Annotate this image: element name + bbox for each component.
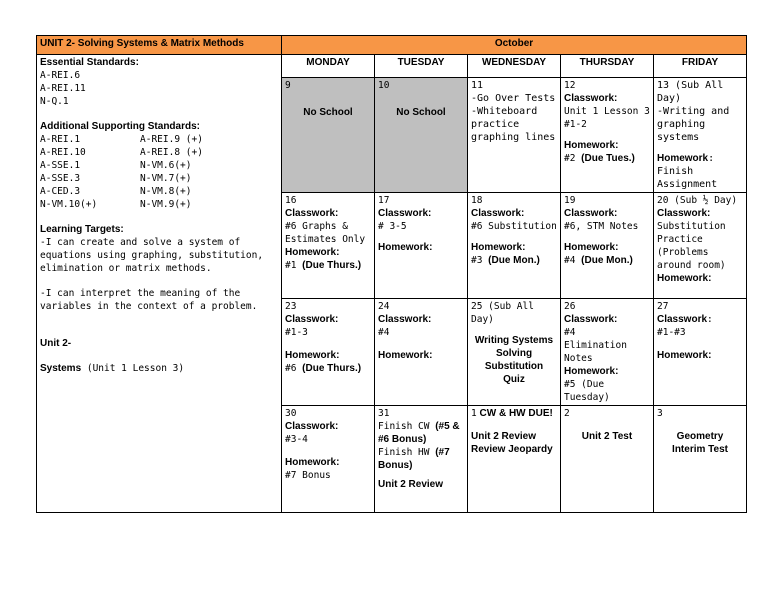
day-cell: 17 Classwork: # 3-5 Homework: (375, 193, 468, 299)
day-cell: 24 Classwork: #4 Homework: (375, 299, 468, 406)
day-cell: 26 Classwork: #4 Elimination Notes Homework: #5 (Due Tuesday) (561, 299, 654, 406)
standard-row: A-SSE.1 N-VM.6(+) (40, 160, 192, 171)
standard-row: A-CED.3 N-VM.8(+) (40, 186, 192, 197)
unit-title: UNIT 2- Solving Systems & Matrix Methods (37, 36, 282, 55)
unit-label: Unit 2- (40, 338, 72, 349)
additional-standards-title: Additional Supporting Standards: (40, 121, 200, 132)
standard-row: N-VM.10(+) N-VM.9(+) (40, 199, 192, 210)
day-header-friday: FRIDAY (654, 55, 747, 78)
day-cell: 20 (Sub ½ Day) Classwork: Substitution Practice (Problems around room) Homework: (654, 193, 747, 299)
standard-row: A-REI.10 A-REI.8 (+) (40, 147, 203, 158)
standard-row: A-SSE.3 N-VM.7(+) (40, 173, 192, 184)
day-cell: 12 Classwork: Unit 1 Lesson 3 #1-2 Homework: #2 (Due Tues.) (561, 78, 654, 193)
day-cell: 9 No School (282, 78, 375, 193)
day-cell: 23 Classwork: #1-3 Homework: #6 (Due Thurs.) (282, 299, 375, 406)
day-header-wednesday: WEDNESDAY (468, 55, 561, 78)
day-cell: 13 (Sub All Day) -Writing and graphing systems Homework: Finish Assignment (654, 78, 747, 193)
learning-targets-title: Learning Targets: (40, 224, 124, 235)
month-title: October (282, 36, 747, 55)
day-cell: 31 Finish CW (#5 & #6 Bonus) Finish HW (#7 Bonus) Unit 2 Review (375, 406, 468, 513)
learning-target: -I can interpret the meaning of the variables in the context of a problem. (40, 288, 258, 312)
day-header-tuesday: TUESDAY (375, 55, 468, 78)
day-cell: 19 Classwork: #6, STM Notes Homework: #4 (Due Mon.) (561, 193, 654, 299)
essential-standards-title: Essential Standards: (40, 57, 139, 68)
day-header-monday: MONDAY (282, 55, 375, 78)
essential-standard: N-Q.1 (40, 96, 69, 107)
day-cell: 2 Unit 2 Test (561, 406, 654, 513)
standard-row: A-REI.1 A-REI.9 (+) (40, 134, 203, 145)
day-cell: 18 Classwork: #6 Substitution Homework: #3 (Due Mon.) (468, 193, 561, 299)
day-cell: 25 (Sub All Day) Writing Systems Solving Substitution Quiz (468, 299, 561, 406)
day-cell: 30 Classwork: #3-4 Homework: #7 Bonus (282, 406, 375, 513)
systems-label: Systems (Unit 1 Lesson 3) (40, 363, 185, 374)
day-cell: 1 CW & HW DUE! Unit 2 Review Review Jeopardy (468, 406, 561, 513)
day-cell: 27 Classwork: #1-#3 Homework: (654, 299, 747, 406)
calendar-table (36, 35, 747, 513)
day-cell: 10 No School (375, 78, 468, 193)
day-cell: 16 Classwork: #6 Graphs & Estimates Only Homework: #1 (Due Thurs.) (282, 193, 375, 299)
day-header-thursday: THURSDAY (561, 55, 654, 78)
learning-target: -I can create and solve a system of equations using graphing, substitution, elimination or matrix methods. (40, 237, 264, 274)
day-cell: 11 -Go Over Tests -Whiteboard practice graphing lines (468, 78, 561, 193)
standards-sidebar (37, 55, 282, 513)
day-cell: 3 Geometry Interim Test (654, 406, 747, 513)
essential-standard: A-REI.6 (40, 70, 81, 81)
essential-standard: A-REI.11 (40, 83, 86, 94)
